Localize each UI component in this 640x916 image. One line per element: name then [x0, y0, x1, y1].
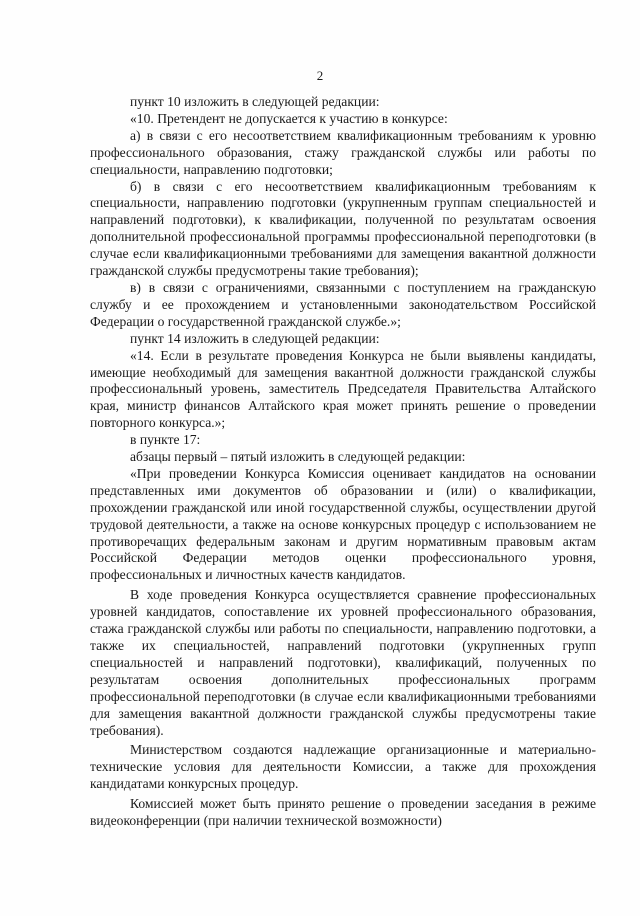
paragraph-11: В ходе проведения Конкурса осуществляется сравнение профессиональных уровней кандидатов, сопоставление их уровней профессионального образования, стажа гражданской службы или работы по специальности, направлению подготовки, а также их специальностей, направлений подготовки (укрупненных групп специальностей и направлений подготовки), квалификаций, полученных по результатам освоения дополнительных профессиональных программ профессиональной переподготовки (в случае если квалификационными требованиями для замещения вакантной должности гражданской службы предусмотрены такие требования).	[90, 587, 596, 738]
paragraph-5: в) в связи с ограничениями, связанными с поступлением на гражданскую службу и ее прохождением и установленными законодательством Российской Федерации о государственной гражданской службе.»;	[90, 279, 596, 329]
paragraph-1: пункт 10 изложить в следующей редакции:	[130, 94, 380, 109]
paragraph-10: «При проведении Конкурса Комиссия оценивает кандидатов на основании представленных ими документов об образовании и (или) о квалификации, прохождении гражданской или иной государственной службы, осуществлении другой трудовой деятельности, а также на основе конкурсных процедур с использованием не противоречащих федеральным законам и другим нормативным правовым актам Российской Федерации методов оценки профессионального уровня, профессиональных и личностных качеств кандидатов.	[90, 465, 596, 583]
paragraph-12: Министерством создаются надлежащие организационные и материально-технические условия для деятельности Комиссии, а также для прохождения кандидатами конкурсных процедур.	[90, 742, 596, 792]
paragraph-6: пункт 14 изложить в следующей редакции:	[130, 330, 380, 346]
page-number: 2	[316, 68, 324, 83]
paragraph-8: в пункте 17:	[130, 432, 201, 448]
paragraph-3: а) в связи с его несоответствием квалификационным требованиям к уровню профессионального образования, стажу гражданской службы или работы по специальности, направлению подготовки;	[90, 127, 596, 177]
paragraph-13: Комиссией может быть принято решение о проведении заседания в режиме видеоконференции (при наличии технической возможности)	[90, 796, 596, 829]
paragraph-2: «10. Претендент не допускается к участию в конкурсе:	[130, 110, 448, 126]
paragraph-9: абзацы первый – пятый изложить в следующей редакции:	[130, 449, 466, 465]
document-body	[90, 94, 596, 830]
paragraph-7: «14. Если в результате проведения Конкурса не были выявлены кандидаты, имеющие необходимый для замещения вакантной должности гражданской службы профессиональный уровень, заместитель Председателя Правительства Алтайского края, министр финансов Алтайского края может принять решение о проведении повторного конкурса.»;	[90, 347, 596, 431]
paragraph-4: б) в связи с его несоответствием квалификационным требованиям к специальности, направлению подготовки (укрупненным группам специальностей и направлений подготовки), к квалификации, полученной по результатам освоения дополнительной профессиональной программы профессиональной переподготовки (в случае если квалификационными требованиями для замещения вакантной должности гражданской службы предусмотрены такие требования);	[90, 178, 596, 279]
